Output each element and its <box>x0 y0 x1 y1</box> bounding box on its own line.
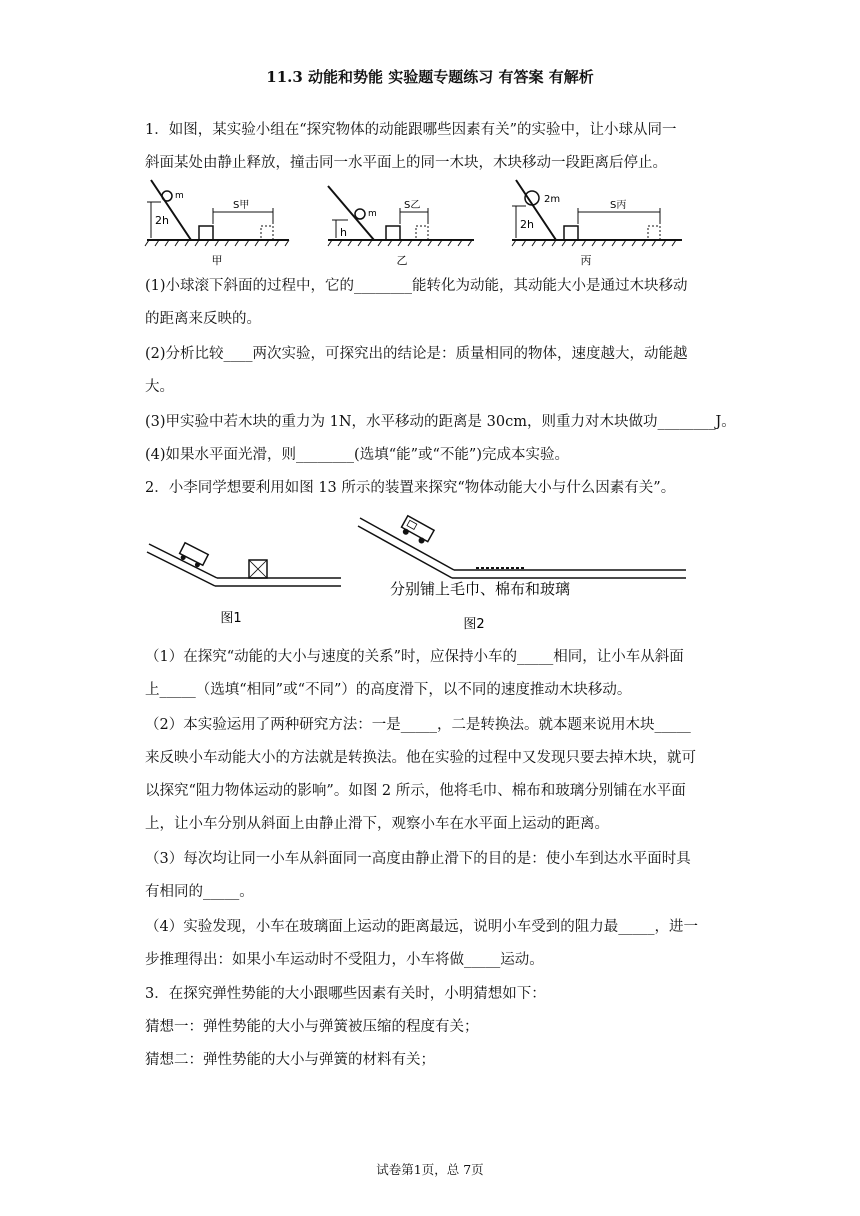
q2-sub2-line4: 上，让小车分别从斜面上由静止滑下，观察小车在水平面上运动的距离。 <box>145 816 609 832</box>
q1-sub1-line1: (1)小球滚下斜面的过程中，它的________能转化为动能，其动能大小是通过木块移动 <box>145 278 688 294</box>
q1-sub1-line2: 的距离来反映的。 <box>145 311 261 327</box>
q1-jia-mass: m <box>175 191 184 201</box>
q1-sub4: (4)如果水平面光滑，则________(选填“能”或“不能”)完成本实验。 <box>145 447 570 463</box>
q1-bing-mass: 2m <box>544 194 561 205</box>
q1-jia-height: 2h <box>155 214 169 227</box>
q2-sub3-line1: （3）每次均让同一小车从斜面同一高度由静止滑下的目的是：使小车到达水平面时具 <box>145 851 691 867</box>
q2-figure-2 <box>356 512 716 634</box>
q2-sub1-line1: （1）在探究“动能的大小与速度的关系”时，应保持小车的_____相同，让小车从斜面 <box>145 649 684 665</box>
q2-sub2-line3: 以探究“阻力物体运动的影响”。如图 2 所示，他将毛巾、棉布和玻璃分别铺在水平面 <box>145 783 686 799</box>
q1-stem-line2: 斜面某处由静止释放，撞击同一水平面上的同一木块，木块移动一段距离后停止。 <box>145 155 667 171</box>
q2-sub1-line2: 上_____（选填“相同”或“不同”）的高度滑下，以不同的速度推动木块移动。 <box>145 682 632 698</box>
q2-fig1-caption: 图1 <box>220 611 242 626</box>
q1-bing-distance: S丙 <box>610 200 627 211</box>
q1-figure-jia <box>145 178 293 268</box>
q1-sub2-line1: (2)分析比较____两次实验，可探究出的结论是：质量相同的物体，速度越大，动能越 <box>145 346 688 362</box>
q1-yi-caption: 乙 <box>396 254 408 267</box>
q2-figure-1 <box>145 530 345 630</box>
q2-stem: 2．小李同学想要利用如图 13 所示的装置来探究“物体动能大小与什么因素有关”。 <box>145 480 676 496</box>
document-title: 11.3 动能和势能 实验题专题练习 有答案 有解析 <box>266 68 594 86</box>
q1-yi-distance: S乙 <box>404 200 421 211</box>
q3-stem: 3．在探究弹性势能的大小跟哪些因素有关时，小明猜想如下： <box>145 986 546 1002</box>
q2-sub4-line1: （4）实验发现，小车在玻璃面上运动的距离最远，说明小车受到的阻力最_____，进一 <box>145 919 698 935</box>
q1-sub2-line2: 大。 <box>145 379 174 395</box>
q1-sub3: (3)甲实验中若木块的重力为 1N，水平移动的距离是 30cm，则重力对木块做功________J。 <box>145 414 736 430</box>
q2-sub2-line1: （2）本实验运用了两种研究方法：一是_____，二是转换法。就本题来说用木块_____ <box>145 717 691 733</box>
q1-figure-yi <box>326 178 476 268</box>
q1-figure-bing <box>510 178 686 268</box>
q2-sub4-line2: 步推理得出：如果小车运动时不受阻力，小车将做_____运动。 <box>145 952 544 968</box>
page-footer: 试卷第1页，总 7页 <box>376 1162 484 1177</box>
q1-yi-height: h <box>340 226 347 239</box>
q1-jia-distance: S甲 <box>233 200 250 211</box>
q1-bing-caption: 丙 <box>580 254 592 267</box>
q1-stem-line1: 1．如图，某实验小组在“探究物体的动能跟哪些因素有关”的实验中，让小球从同一 <box>145 122 677 138</box>
q1-bing-height: 2h <box>520 218 534 231</box>
q2-fig2-label: 分别铺上毛巾、棉布和玻璃 <box>390 580 571 598</box>
q3-guess2: 猜想二：弹性势能的大小与弹簧的材料有关； <box>145 1052 435 1068</box>
q1-jia-caption: 甲 <box>211 254 223 267</box>
q1-yi-mass: m <box>368 209 377 219</box>
q2-sub2-line2: 来反映小车动能大小的方法就是转换法。他在实验的过程中又发现只要去掉木块，就可 <box>145 750 696 766</box>
q2-fig2-caption: 图2 <box>463 617 485 632</box>
q2-sub3-line2: 有相同的_____。 <box>145 884 254 900</box>
q3-guess1: 猜想一：弹性势能的大小与弹簧被压缩的程度有关； <box>145 1019 479 1035</box>
